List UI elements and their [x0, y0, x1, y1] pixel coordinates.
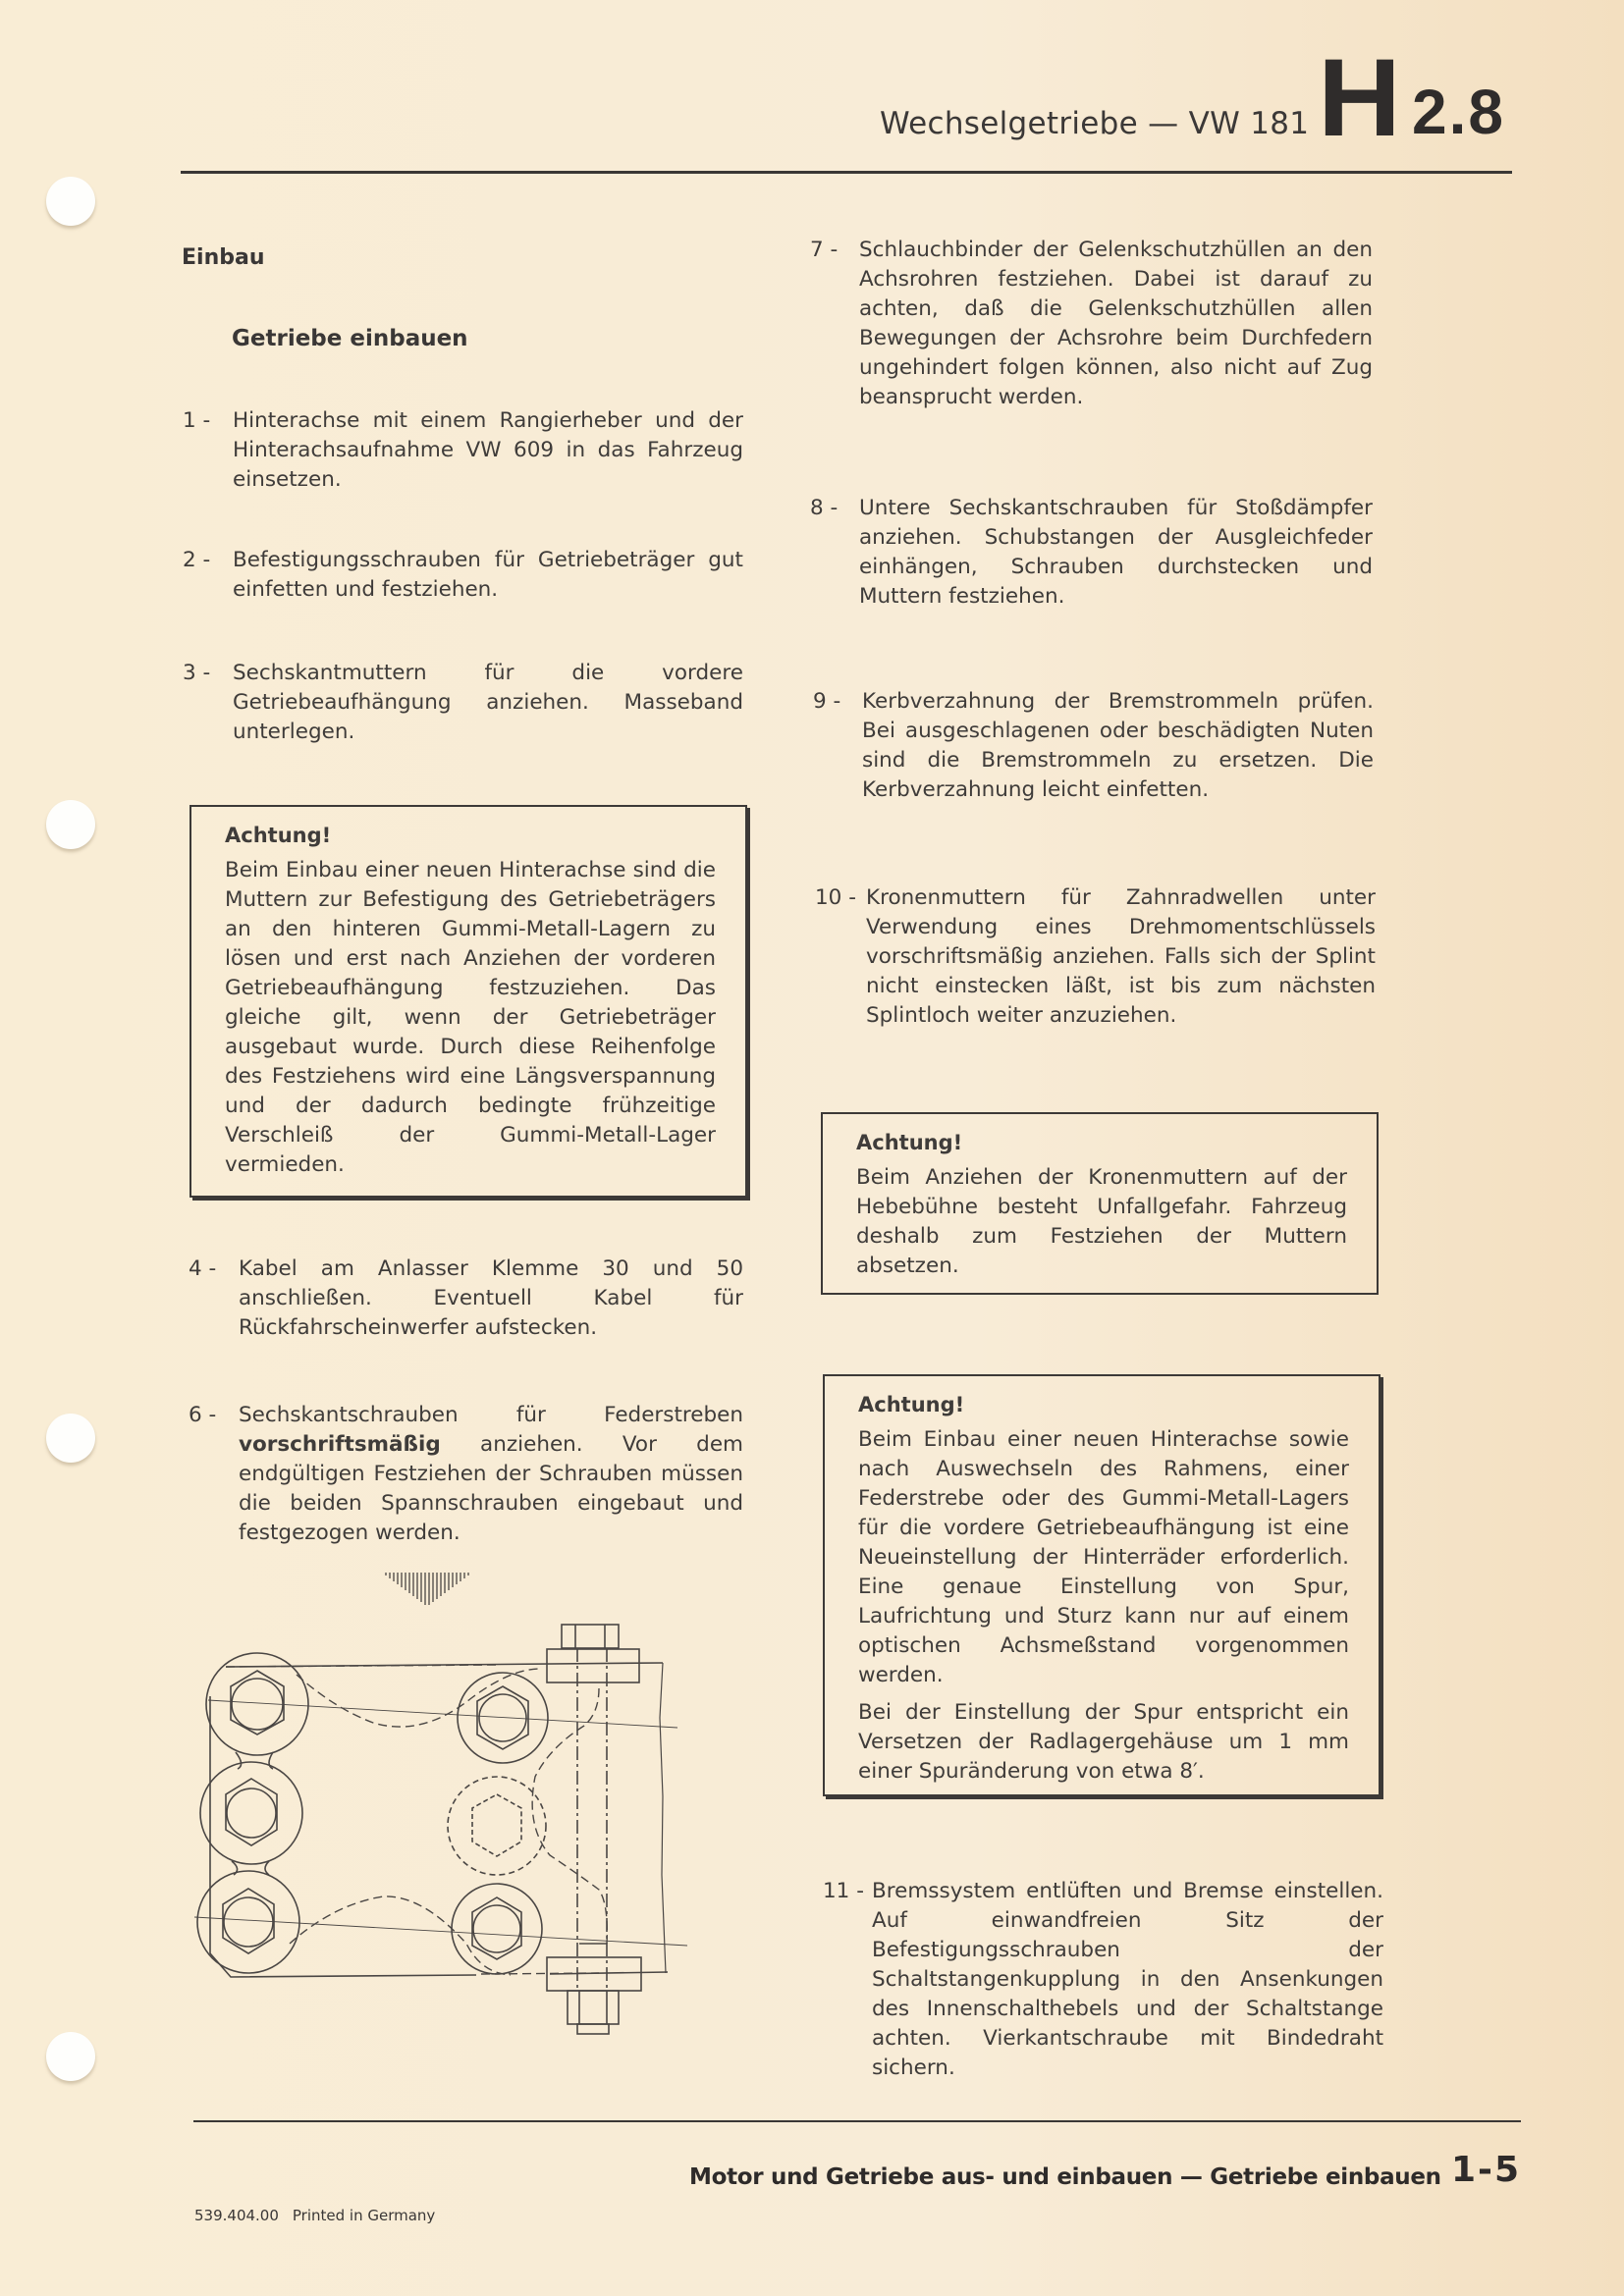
warning-text: Bei der Einstellung der Spur entspricht ein Versetzen der Radlagergehäuse um 1 mm einer Spuränderung von etwa 8′.	[858, 1700, 1349, 1784]
left-bolts	[197, 1653, 308, 1973]
step-number: 11 -	[823, 1879, 864, 1903]
step-number: 7 -	[810, 238, 839, 262]
step-number: 6 -	[189, 1403, 217, 1427]
warning-text: Beim Einbau einer neuen Hinterachse sind die Muttern zur Befestigung des Getriebeträgers an den hinteren Gummi-Metall-Lagern zu lösen und erst nach Anziehen der vorderen Getriebeaufhängung festzuziehen. Das gleiche gilt, wenn der Getriebeträger ausgebaut wurde. Durch diese Reihenfolge des Festziehens wird eine Längsverspannung und der dadurch bedingte frühzeitige Verschleiß der Gummi-Metall-Lager vermieden.	[225, 858, 716, 1177]
step-number: 4 -	[189, 1256, 217, 1281]
step-number: 9 -	[813, 689, 841, 714]
step-text-part: anziehen. Vor dem endgültigen Festziehen der Schrauben müssen die beiden Spannschrauben eingebaut und festgezogen werden.	[239, 1432, 743, 1545]
step-number: 2 -	[183, 548, 211, 572]
view-direction-arrow-icon	[383, 1573, 471, 1607]
header-title: Wechselgetriebe — VW 181	[880, 106, 1310, 141]
warning-title: Achtung!	[225, 824, 332, 847]
warning-text: Beim Einbau einer neuen Hinterachse sowie nach Auswechseln des Rahmens, einer Federstrebe oder des Gummi-Metall-Lagers für die vordere Getriebeaufhängung ist eine Neueinstellung der Hinterräder erforderlich. Eine genaue Einstellung von Spur, Laufrichtung und Sturz kann nur auf einem optischen Achsmeßstand vorgenommen werden.	[858, 1427, 1349, 1687]
step-text	[239, 1401, 743, 1548]
step-number: 8 -	[810, 496, 839, 520]
footer-title: Motor und Getriebe aus- und einbauen — Getriebe einbauen	[689, 2164, 1441, 2190]
step-text-part: Sechskantschrauben für Federstreben	[239, 1403, 743, 1427]
warning-title: Achtung!	[858, 1393, 965, 1416]
warning-title: Achtung!	[856, 1131, 963, 1154]
step-text: Kronenmuttern für Zahnradwellen unter Verwendung eines Drehmomentschlüssels vorschriftsmäßig anziehen. Falls sich der Splint nicht einstecken läßt, ist bis zum nächsten Splintloch weiter anzuziehen.	[866, 885, 1376, 1028]
header-rule	[181, 171, 1512, 174]
heading-getriebe-einbauen: Getriebe einbauen	[232, 326, 468, 351]
warning-box-3	[823, 1374, 1380, 1796]
footer-rule	[193, 2120, 1521, 2122]
step-text: Hinterachse mit einem Rangierheber und der Hinterachsaufnahme VW 609 in das Fahrzeug einsetzen.	[233, 408, 743, 492]
warning-box-1	[189, 805, 747, 1198]
punch-hole	[46, 800, 95, 849]
printed-in-label: Printed in Germany	[292, 2207, 436, 2224]
step-number: 10 -	[815, 885, 856, 910]
right-bolts	[448, 1673, 548, 1974]
bolt-assembly-drawing	[187, 1551, 795, 2061]
punch-hole	[46, 2032, 95, 2081]
step-text: Schlauchbinder der Gelenkschutzhüllen an den Achsrohren festziehen. Dabei ist darauf zu achten, daß die Gelenkschutzhüllen allen Bewegungen der Achsrohre beim Durchfedern ungehindert folgen können, also nicht auf Zug beansprucht werden.	[859, 238, 1373, 409]
section-number: 2.8	[1412, 77, 1505, 147]
step-text: Befestigungsschrauben für Getriebeträger gut einfetten und festziehen.	[233, 548, 743, 602]
step-number: 3 -	[183, 661, 211, 685]
warning-box-2	[821, 1112, 1379, 1295]
step-number: 1 -	[183, 408, 211, 433]
warning-text: Beim Anziehen der Kronenmuttern auf der Hebebühne besteht Unfallgefahr. Fahrzeug deshalb zum Festziehen der Muttern absetzen.	[856, 1165, 1347, 1278]
step-text: Kabel am Anlasser Klemme 30 und 50 anschließen. Eventuell Kabel für Rückfahrscheinwerfer aufstecken.	[239, 1256, 743, 1340]
document-code: 539.404.00	[194, 2207, 279, 2224]
punch-hole	[46, 177, 95, 226]
step-text: Kerbverzahnung der Bremstrommeln prüfen. Bei ausgeschlagenen oder beschädigten Nuten sind die Bremstrommeln zu ersetzen. Die Kerbverzahnung leicht einfetten.	[862, 689, 1374, 802]
step-text: Bremssystem entlüften und Bremse einstellen. Auf einwandfreien Sitz der Befestigungsschrauben der Schaltstangenkupplung in den Ansenkungen des Innenschalthebels und der Schaltstange achten. Vierkantschraube mit Bindedraht sichern.	[872, 1879, 1383, 2080]
print-code	[194, 2207, 435, 2224]
punch-hole	[46, 1414, 95, 1463]
step-text: Untere Sechskantschrauben für Stoßdämpfer anziehen. Schubstangen der Ausgleichfeder einhängen, Schrauben durchstecken und Muttern festziehen.	[859, 496, 1373, 609]
step-text-emphasis: vorschriftsmäßig	[239, 1432, 441, 1457]
section-letter: H	[1318, 36, 1401, 159]
heading-einbau: Einbau	[182, 245, 265, 270]
step-text: Sechskantmuttern für die vordere Getriebeaufhängung anziehen. Masseband unterlegen.	[233, 661, 743, 744]
page-number: 1-5	[1451, 2150, 1522, 2190]
